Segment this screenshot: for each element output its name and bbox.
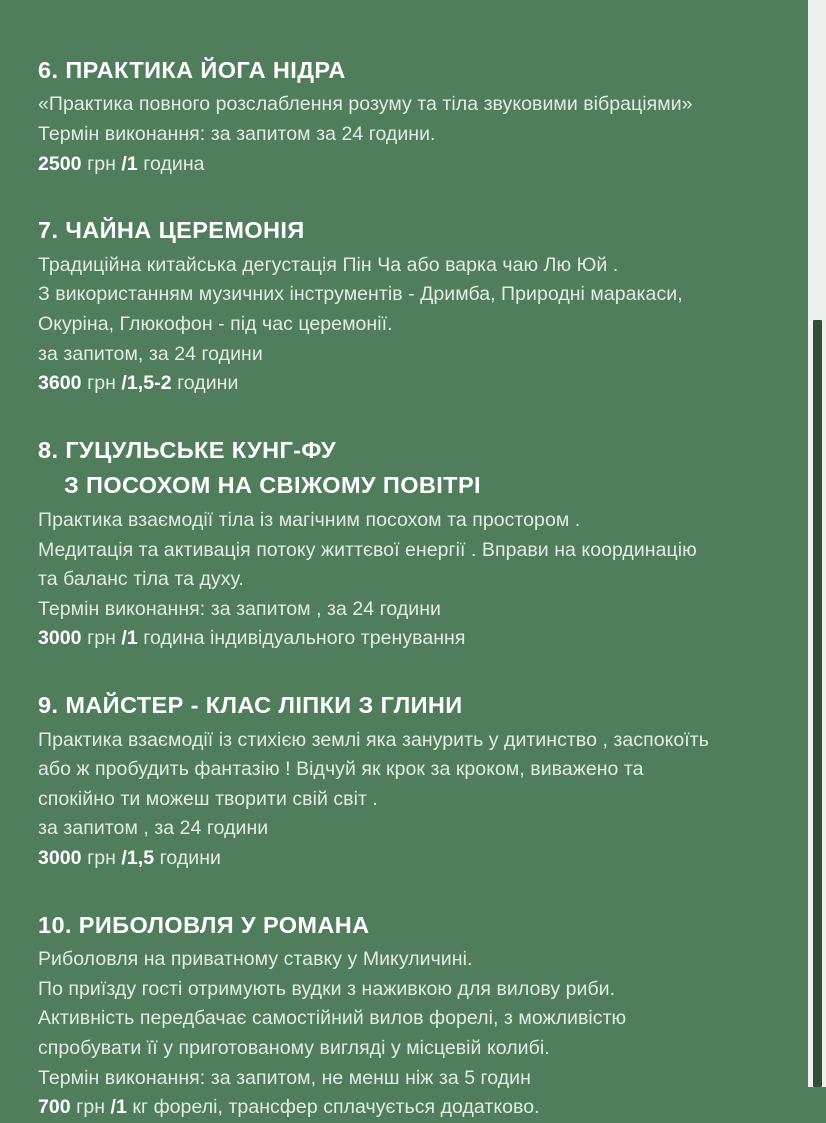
service-description-line: З використанням музичних інструментів - Дримба, Природні маракаси, bbox=[38, 283, 683, 306]
service-description-line: Окуріна, Глюкофон - під час церемонії. bbox=[38, 313, 393, 336]
service-price-line bbox=[38, 369, 790, 399]
service-section-10 bbox=[38, 910, 790, 1123]
service-description-line: спокійно ти можеш творити свій світ . bbox=[38, 787, 378, 810]
service-description-line: Практика взаємодії тіла із магічним посохом та простором . bbox=[38, 508, 581, 531]
service-heading: 9. МАЙСТЕР - КЛАС ЛІПКИ З ГЛИНИ bbox=[38, 692, 463, 719]
price-separator: / bbox=[121, 847, 127, 870]
service-price-line bbox=[38, 844, 790, 874]
price-unit: години bbox=[159, 847, 221, 870]
price-currency: грн bbox=[87, 152, 116, 175]
service-description-line: Медитація та активація потоку життєвої енергії . Вправи на координацію bbox=[38, 538, 697, 561]
price-duration: 1,5-2 bbox=[126, 372, 172, 395]
service-heading: 10. РИБОЛОВЛЯ У РОМАНА bbox=[38, 911, 370, 938]
price-separator: / bbox=[121, 152, 127, 175]
service-heading: 7. ЧАЙНА ЦЕРЕМОНІЯ bbox=[38, 217, 305, 244]
price-amount: 3600 bbox=[38, 372, 82, 395]
service-description-line: «Практика повного розслаблення розуму та тіла звуковими вібраціями» bbox=[38, 93, 693, 116]
price-duration: 1,5 bbox=[126, 847, 155, 870]
service-heading: 8. ГУЦУЛЬСЬКЕ КУНГ-ФУ bbox=[38, 436, 337, 463]
price-unit: кг форелі, трансфер сплачується додатково. bbox=[132, 1096, 540, 1119]
service-price-line bbox=[38, 150, 790, 180]
price-separator: / bbox=[121, 372, 127, 395]
service-description-line: за запитом , за 24 години bbox=[38, 817, 269, 840]
service-description-line: По приїзду гості отримують вудки з наживкою для вилову риби. bbox=[38, 977, 616, 1000]
price-currency: грн bbox=[87, 847, 116, 870]
service-description-line: Практика взаємодії із стихією землі яка занурить у дитинство , заспокоїть bbox=[38, 728, 709, 751]
vertical-scrollbar-thumb[interactable] bbox=[813, 320, 822, 1087]
price-separator: / bbox=[110, 1096, 116, 1119]
service-description-line: Активність передбачає самостійний вилов форелі, з можливістю bbox=[38, 1007, 627, 1030]
service-description-line: Термін виконання: за запитом, не менш ніж за 5 годин bbox=[38, 1066, 531, 1089]
price-currency: грн bbox=[87, 372, 116, 395]
services-list bbox=[38, 0, 790, 1119]
service-description-line: Термін виконання: за запитом , за 24 години bbox=[38, 597, 441, 620]
price-amount: 2500 bbox=[38, 152, 82, 175]
service-description-line: або ж пробудить фантазію ! Відчуй як крок за кроком, виважено та bbox=[38, 758, 644, 781]
service-price-line bbox=[38, 624, 790, 654]
service-description-line: та баланс тіла та духу. bbox=[38, 568, 244, 591]
price-amount: 3000 bbox=[38, 627, 82, 650]
service-description-line: Традиційна китайська дегустація Пін Ча або варка чаю Лю Юй . bbox=[38, 253, 619, 276]
price-unit: години bbox=[177, 372, 239, 395]
price-duration: 1 bbox=[115, 1096, 127, 1119]
service-section-6 bbox=[38, 55, 790, 179]
price-currency: грн bbox=[87, 627, 116, 650]
service-heading-line2: З ПОСОХОМ НА СВІЖОМУ ПОВІТРІ bbox=[64, 472, 481, 499]
service-description-line: спробувати її у приготованому вигляді у місцевій колибі. bbox=[38, 1037, 550, 1060]
price-duration: 1 bbox=[126, 627, 138, 650]
service-price-line bbox=[38, 1093, 790, 1123]
price-currency: грн bbox=[76, 1096, 106, 1119]
service-description-line: Термін виконання: за запитом за 24 години. bbox=[38, 123, 436, 146]
service-section-7 bbox=[38, 215, 790, 399]
service-section-9 bbox=[38, 690, 790, 874]
price-amount: 700 bbox=[38, 1096, 71, 1119]
price-unit: година bbox=[143, 152, 205, 175]
price-duration: 1 bbox=[126, 152, 138, 175]
price-separator: / bbox=[121, 627, 127, 650]
service-section-8 bbox=[38, 435, 790, 654]
price-unit: година індивідуального тренування bbox=[143, 627, 466, 650]
service-heading: 6. ПРАКТИКА ЙОГА НІДРА bbox=[38, 57, 346, 83]
price-amount: 3000 bbox=[38, 847, 82, 870]
service-description-line: Риболовля на приватному ставку у Микуличині. bbox=[38, 948, 473, 971]
vertical-scrollbar-track[interactable] bbox=[812, 0, 826, 1087]
service-description-line: за запитом, за 24 години bbox=[38, 342, 263, 365]
